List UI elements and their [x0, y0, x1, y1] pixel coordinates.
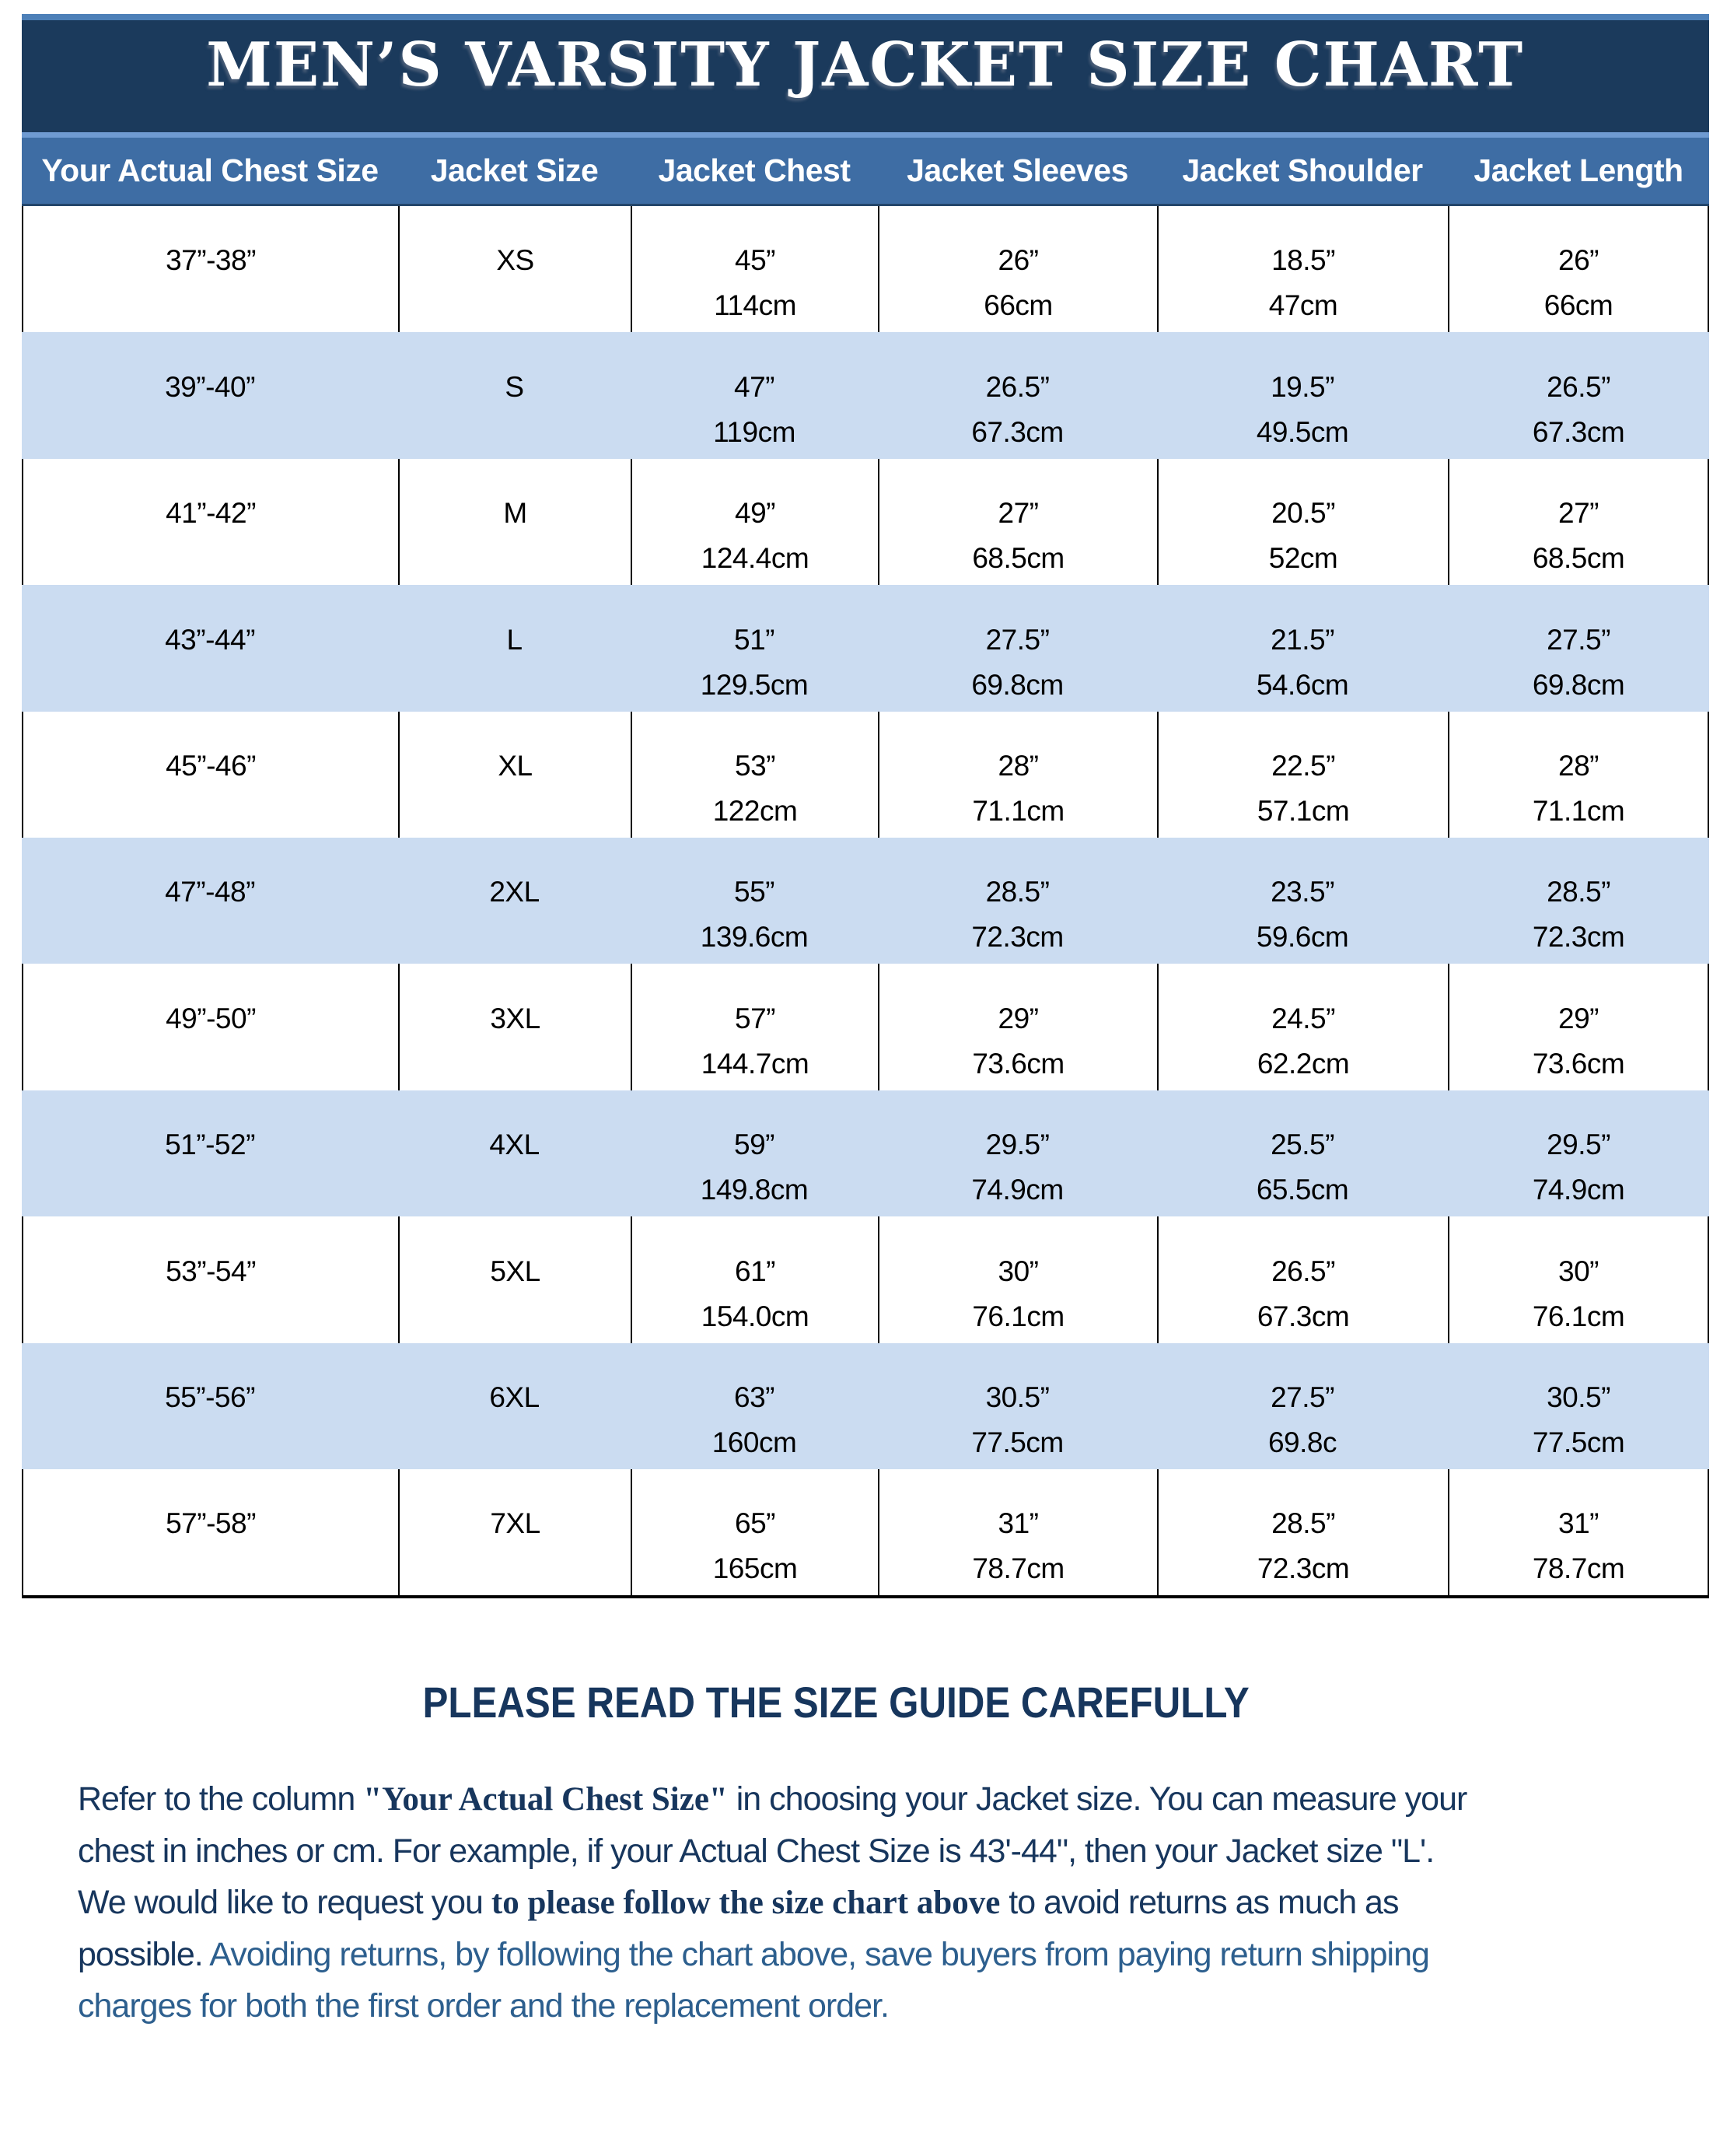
value-line: 67.3cm [971, 415, 1064, 448]
notice-bold-text: "Your Actual Chest Size" [363, 1781, 728, 1818]
value-line: 57” [735, 1002, 775, 1034]
cell-jacket-sleeves [878, 1216, 1157, 1342]
cell-size [398, 206, 631, 332]
value-line: 26.5” [1547, 370, 1610, 403]
cell-jacket-chest [631, 712, 878, 838]
value-line: 63” [734, 1381, 774, 1413]
notice-heading-text: PLEASE READ THE SIZE GUIDE CAREFULLY [422, 1678, 1250, 1727]
cell-jacket-length [1448, 206, 1709, 332]
table-row [22, 1343, 1709, 1469]
value-line: 47”-48” [165, 876, 255, 908]
value-line: 45”-46” [166, 749, 256, 782]
notice-paragraph [78, 1773, 1680, 2032]
value-line: 49”-50” [166, 1002, 256, 1034]
value-line: 76.1cm [1532, 1300, 1625, 1332]
value-line: 74.9cm [1532, 1174, 1625, 1206]
value-line: 69.8cm [971, 668, 1064, 701]
value-line: 122cm [712, 794, 798, 827]
cell-size [398, 332, 631, 458]
value-line: 39”-40” [165, 370, 255, 403]
table-row [22, 459, 1709, 585]
value-line: 49.5cm [1256, 415, 1349, 448]
cell-chest [22, 838, 398, 964]
cell-jacket-shoulder [1157, 838, 1448, 964]
value-line: 68.5cm [972, 542, 1065, 575]
value-line: 7XL [490, 1507, 540, 1540]
cell-jacket-chest [631, 1469, 878, 1595]
notice-text: in choosing your Jacket size. You can measure your [727, 1780, 1467, 1818]
value-line: 68.5cm [1532, 542, 1625, 575]
value-line: 165cm [712, 1552, 798, 1585]
value-line: 22.5” [1271, 749, 1335, 782]
cell-jacket-length [1448, 964, 1709, 1090]
column-header: Jacket Shoulder [1182, 152, 1423, 188]
cell-jacket-shoulder [1157, 585, 1448, 711]
cell-jacket-shoulder [1157, 964, 1448, 1090]
cell-chest [22, 206, 398, 332]
value-line: 73.6cm [972, 1047, 1065, 1080]
value-line: 4XL [489, 1129, 540, 1161]
cell-chest [22, 964, 398, 1090]
cell-size [398, 838, 631, 964]
table-row [22, 964, 1709, 1090]
value-line: 66cm [1543, 289, 1613, 322]
value-line: 144.7cm [701, 1047, 809, 1080]
value-line: 26” [1558, 244, 1599, 277]
value-line: 55” [734, 876, 774, 908]
value-line: 28.5” [1547, 876, 1610, 908]
value-line: 20.5” [1271, 497, 1335, 530]
value-line: 31” [998, 1507, 1039, 1540]
value-line: 26.5” [985, 370, 1050, 403]
cell-jacket-sleeves [878, 1343, 1157, 1469]
value-line: 28.5” [1271, 1507, 1335, 1540]
column-header: Your Actual Chest Size [41, 152, 379, 188]
value-line: 124.4cm [701, 542, 809, 575]
value-line: 53” [735, 749, 775, 782]
cell-chest [22, 712, 398, 838]
cell-size [398, 1343, 631, 1469]
value-line: 71.1cm [972, 794, 1065, 827]
value-line: 66cm [984, 289, 1053, 322]
table-row [22, 1090, 1709, 1216]
cell-jacket-length [1448, 1469, 1709, 1595]
value-line: 67.3cm [1532, 415, 1625, 448]
value-line: 6XL [489, 1381, 540, 1413]
notice-text: possible. [78, 1936, 210, 1973]
cell-chest [22, 459, 398, 585]
cell-jacket-sleeves [878, 1090, 1157, 1216]
value-line: 3XL [490, 1002, 540, 1034]
cell-jacket-length [1448, 1216, 1709, 1342]
notice-text: chest in inches or cm. For example, if your Actual Chest Size is 43'-44", then your Jacket size "L'. [78, 1832, 1435, 1870]
value-line: 5XL [490, 1255, 540, 1287]
cell-jacket-chest [631, 1216, 878, 1342]
value-line: XS [496, 244, 534, 277]
top-accent-strip [22, 14, 1709, 20]
cell-size [398, 1469, 631, 1595]
value-line: 24.5” [1271, 1002, 1335, 1034]
value-line: 53”-54” [166, 1255, 256, 1287]
cell-jacket-chest [631, 964, 878, 1090]
title-divider-strip [22, 132, 1709, 138]
cell-size [398, 1090, 631, 1216]
value-line: 27.5” [985, 623, 1050, 656]
value-line: 129.5cm [700, 668, 809, 701]
value-line: 59” [734, 1129, 774, 1161]
title-banner [22, 20, 1709, 132]
column-header: Jacket Size [430, 152, 599, 188]
cell-size [398, 1216, 631, 1342]
value-line: 74.9cm [971, 1174, 1064, 1206]
cell-jacket-length [1448, 1090, 1709, 1216]
table-header-row [22, 138, 1709, 206]
value-line: 26” [998, 244, 1039, 277]
value-line: 77.5cm [1532, 1426, 1625, 1458]
value-line: 30.5” [1547, 1381, 1610, 1413]
cell-size [398, 712, 631, 838]
notice-highlight-text: Avoiding returns, by following the chart above, save buyers from paying return shipping [209, 1936, 1429, 1973]
value-line: 27” [998, 497, 1039, 530]
value-line: 30” [998, 1255, 1039, 1287]
cell-chest [22, 585, 398, 711]
size-table-body [22, 206, 1709, 1598]
value-line: M [503, 497, 527, 530]
cell-chest [22, 1216, 398, 1342]
value-line: 47” [734, 370, 774, 403]
value-line: L [506, 623, 523, 656]
cell-size [398, 459, 631, 585]
table-row [22, 206, 1709, 332]
value-line: 30.5” [985, 1381, 1050, 1413]
notice-text: We would like to request you [78, 1884, 491, 1921]
cell-jacket-shoulder [1157, 1469, 1448, 1595]
table-row [22, 838, 1709, 964]
value-line: 18.5” [1271, 244, 1335, 277]
cell-jacket-shoulder [1157, 1343, 1448, 1469]
value-line: 27” [1558, 497, 1599, 530]
value-line: 31” [1558, 1507, 1599, 1540]
value-line: 29” [1558, 1002, 1599, 1034]
value-line: 59.6cm [1256, 921, 1349, 954]
value-line: 29.5” [985, 1129, 1050, 1161]
value-line: 25.5” [1271, 1129, 1334, 1161]
value-line: 28.5” [985, 876, 1050, 908]
value-line: 114cm [714, 289, 796, 322]
value-line: 154.0cm [701, 1300, 809, 1332]
value-line: 23.5” [1271, 876, 1334, 908]
table-row [22, 332, 1709, 458]
cell-jacket-length [1448, 712, 1709, 838]
value-line: 62.2cm [1257, 1047, 1350, 1080]
value-line: 71.1cm [1532, 794, 1625, 827]
value-line: 57”-58” [166, 1507, 256, 1540]
value-line: 55”-56” [165, 1381, 255, 1413]
value-line: 139.6cm [700, 921, 809, 954]
cell-chest [22, 1343, 398, 1469]
value-line: 69.8cm [1532, 668, 1625, 701]
value-line: 77.5cm [971, 1426, 1064, 1458]
value-line: 160cm [711, 1426, 797, 1458]
value-line: 57.1cm [1257, 794, 1350, 827]
value-line: 76.1cm [972, 1300, 1065, 1332]
notice-bold-text: to please follow the size chart above [491, 1885, 1001, 1921]
value-line: 65” [735, 1507, 775, 1540]
value-line: 72.3cm [1257, 1552, 1350, 1585]
value-line: 29” [998, 1002, 1039, 1034]
table-row [22, 585, 1709, 711]
value-line: 61” [735, 1255, 775, 1287]
cell-jacket-sleeves [878, 712, 1157, 838]
cell-chest [22, 332, 398, 458]
notice-heading [0, 1677, 1672, 1727]
cell-jacket-sleeves [878, 459, 1157, 585]
value-line: 49” [735, 497, 775, 530]
cell-jacket-shoulder [1157, 206, 1448, 332]
page-title: MEN’S VARSITY JACKET SIZE CHART [206, 30, 1525, 100]
cell-size [398, 964, 631, 1090]
value-line: 29.5” [1547, 1129, 1610, 1161]
value-line: 30” [1558, 1255, 1599, 1287]
cell-jacket-sleeves [878, 964, 1157, 1090]
value-line: 78.7cm [1532, 1552, 1625, 1585]
value-line: 19.5” [1271, 370, 1334, 403]
value-line: 78.7cm [972, 1552, 1065, 1585]
value-line: 43”-44” [165, 623, 255, 656]
value-line: 73.6cm [1532, 1047, 1625, 1080]
cell-jacket-chest [631, 585, 878, 711]
value-line: 52cm [1268, 542, 1338, 575]
cell-jacket-shoulder [1157, 332, 1448, 458]
value-line: 45” [735, 244, 775, 277]
value-line: 2XL [489, 876, 540, 908]
value-line: 28” [998, 749, 1039, 782]
cell-jacket-chest [631, 838, 878, 964]
value-line: 51” [734, 623, 774, 656]
cell-jacket-shoulder [1157, 459, 1448, 585]
value-line: 149.8cm [700, 1174, 809, 1206]
column-header: Jacket Chest [658, 152, 851, 188]
value-line: 37”-38” [166, 244, 256, 277]
cell-jacket-shoulder [1157, 712, 1448, 838]
cell-jacket-chest [631, 1343, 878, 1469]
value-line: 26.5” [1271, 1255, 1335, 1287]
value-line: 72.3cm [971, 921, 1064, 954]
value-line: 27.5” [1271, 1381, 1334, 1413]
value-line: 54.6cm [1256, 668, 1349, 701]
notice-highlight-text: charges for both the first order and the replacement order. [78, 1987, 889, 2025]
column-header: Jacket Sleeves [907, 152, 1128, 188]
value-line: 51”-52” [165, 1129, 255, 1161]
cell-jacket-shoulder [1157, 1090, 1448, 1216]
cell-jacket-length [1448, 332, 1709, 458]
cell-jacket-chest [631, 1090, 878, 1216]
value-line: 69.8c [1267, 1426, 1337, 1458]
table-row [22, 1216, 1709, 1342]
column-header: Jacket Length [1474, 152, 1683, 188]
cell-jacket-chest [631, 332, 878, 458]
cell-jacket-shoulder [1157, 1216, 1448, 1342]
value-line: 72.3cm [1532, 921, 1625, 954]
value-line: 47cm [1268, 289, 1338, 322]
cell-jacket-length [1448, 838, 1709, 964]
value-line: 119cm [713, 415, 795, 448]
value-line: 21.5” [1271, 623, 1334, 656]
cell-chest [22, 1469, 398, 1595]
value-line: S [505, 370, 524, 403]
value-line: 65.5cm [1256, 1174, 1349, 1206]
value-line: 27.5” [1547, 623, 1610, 656]
cell-jacket-sleeves [878, 206, 1157, 332]
value-line: 67.3cm [1257, 1300, 1350, 1332]
value-line: 41”-42” [166, 497, 256, 530]
cell-jacket-sleeves [878, 585, 1157, 711]
table-row [22, 712, 1709, 838]
cell-jacket-length [1448, 459, 1709, 585]
table-row [22, 1469, 1709, 1595]
cell-jacket-sleeves [878, 1469, 1157, 1595]
cell-jacket-length [1448, 1343, 1709, 1469]
cell-jacket-length [1448, 585, 1709, 711]
cell-size [398, 585, 631, 711]
value-line: XL [498, 749, 533, 782]
notice-text: to avoid returns as much as [1000, 1884, 1399, 1921]
cell-jacket-chest [631, 459, 878, 585]
cell-jacket-sleeves [878, 838, 1157, 964]
value-line: 28” [1558, 749, 1599, 782]
cell-jacket-chest [631, 206, 878, 332]
cell-jacket-sleeves [878, 332, 1157, 458]
cell-chest [22, 1090, 398, 1216]
notice-text: Refer to the column [78, 1780, 364, 1818]
